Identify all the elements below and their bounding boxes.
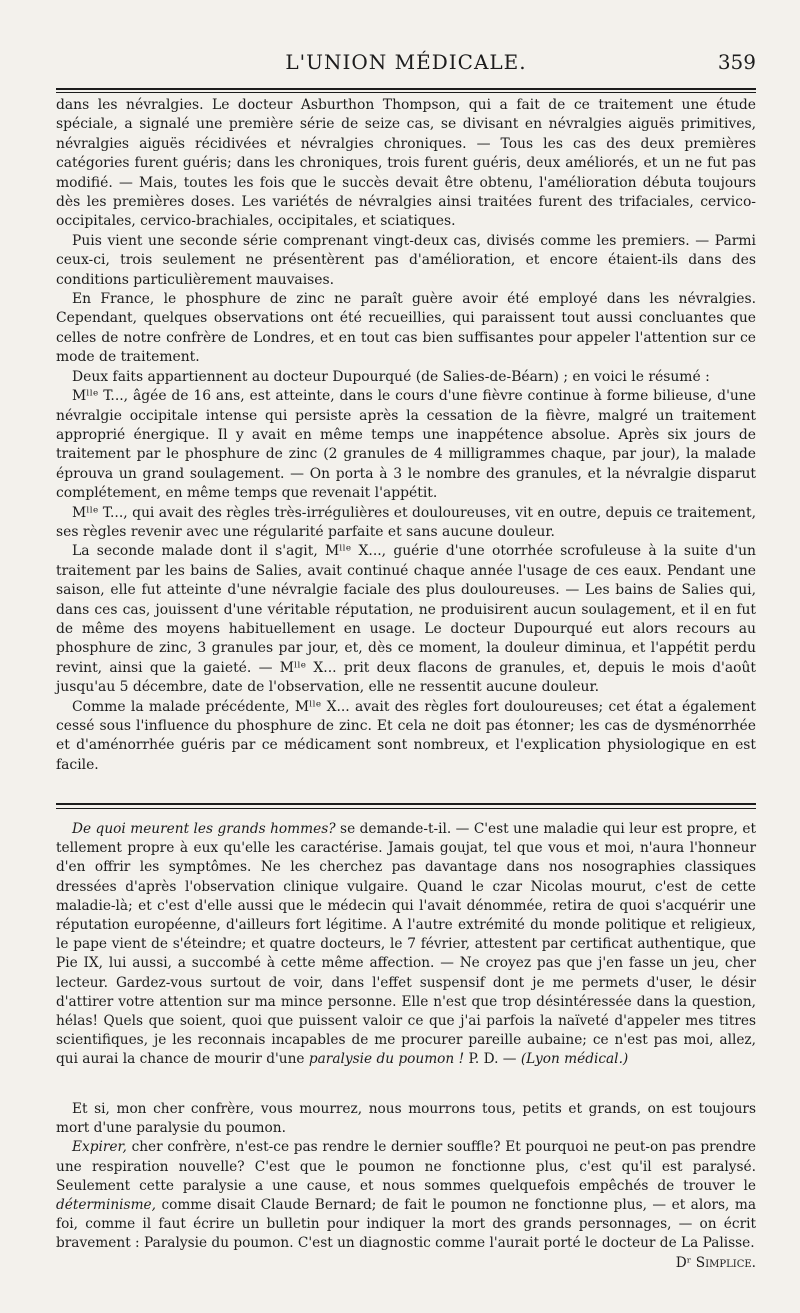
paragraph: La seconde malade dont il s'agit, Mˡˡᵉ X..., guérie d'une otorrhée scrofuleuse à la suite d'un traitement par les bains de Salies, avait continué chaque année l'usage de ces eaux. Pendant une saison, elle fut atteinte d'une névralgie faciale des plus douloureuses. — Les bains de Salies qui, dans ces cas, jouissent d'une véritable réputation, ne produisirent aucun soulagement, et il en fut de même des moyens habituellement en usage. Le docteur Dupourqué eut alors recours au phosphure de zinc, 3 granules par jour, et, dès ce moment, la douleur diminua, et l'appétit perdu revint, ainsi que la gaieté. — Mˡˡᵉ X... prit deux flacons de granules, et, depuis le mois d'août jusqu'au 5 décembre, date de l'observation, elle ne ressentit aucune douleur. bbox=[56, 543, 756, 696]
signature: Dʳ Simplice. bbox=[675, 1254, 756, 1271]
paragraph: dans les névralgies. Le docteur Asburthon Thompson, qui a fait de ce traitement une étude spéciale, a signalé une première série de seize cas, se divisant en névralgies aiguës primitives, névralgies aiguës récidivées et névralgies chroniques. — Tous les cas des deux premières catégories furent guéris; dans les chroniques, trois furent guéris, deux améliorés, et un ne fut pas modifié. — Mais, toutes les fois que le succès devait être obtenu, l'amélioration débuta toujours dès les premières doses. Les variétés de névralgies ainsi traitées furent des trifaciales, cervico-occipitales, cervico-brachiales, occipitales, et sciatiques. bbox=[56, 97, 756, 230]
author-initials: P. D. — bbox=[464, 1051, 521, 1068]
page-header bbox=[56, 50, 756, 80]
paragraph: Mˡˡᵉ T..., âgée de 16 ans, est atteinte, dans le cours d'une fièvre continue à forme bilieuse, d'une névralgie occipitale intense qui persiste après la cessation de la fièvre, malgré un traitement approprié énergique. Il y avait en même temps une inappétence absolue. Après six jours de traitement par le phosphure de zinc (2 granules de 4 milligrammes chaque, par jour), la malade éprouva un grand soulagement. — On porta à 3 le nombre des granules, et la névralgie disparut complétement, en même temps que revenait l'appétit. bbox=[56, 388, 756, 502]
lead-question: De quoi meurent les grands hommes? bbox=[72, 821, 336, 837]
header-rule-thin bbox=[56, 92, 756, 93]
article-reply bbox=[56, 1100, 756, 1273]
paragraph-body: cher confrère, n'est-ce pas rendre le dernier souffle? Et pourquoi ne peut-on pas prendre une respiration nouvelle? C'est que le poumon ne fonctionne plus, c'est qu'il est paralysé. Seulement cette paralysie a une cause, et nous sommes quelquefois empêchés de trouver le bbox=[56, 1139, 756, 1194]
running-title: L'UNION MÉDICALE. bbox=[285, 50, 527, 74]
source-citation: (Lyon médical.) bbox=[520, 1051, 629, 1068]
paragraph bbox=[56, 820, 756, 1070]
signature-line bbox=[56, 1254, 756, 1273]
header-rule bbox=[56, 88, 756, 90]
italic-term: déterminisme, bbox=[56, 1197, 157, 1214]
page-number: 359 bbox=[717, 50, 756, 74]
paragraph bbox=[56, 1138, 756, 1253]
section-divider-thin bbox=[56, 808, 756, 809]
article-great-men bbox=[56, 820, 756, 1070]
paragraph: En France, le phosphure de zinc ne paraît guère avoir été employé dans les névralgies. Cependant, quelques observations ont été recueillies, qui paraissent tout aussi concluantes que celles de notre confrère de Londres, et en tout cas bien suffisantes pour appeler l'attention sur ce mode de traitement. bbox=[56, 291, 756, 366]
paragraph-body: comme disait Claude Bernard; de fait le poumon ne fonctionne plus, — et alors, ma foi, comme il faut écrire un bulletin pour indiquer la mort des grands personnages, — on écrit bravement : Paralysie du poumon. C'est un diagnostic comme l'aurait porté le docteur de La Palisse. bbox=[56, 1197, 756, 1252]
paragraph: Puis vient une seconde série comprenant vingt-deux cas, divisés comme les premiers. — Parmi ceux-ci, trois seulement ne présentèrent pas d'amélioration, et encore étaient-ils dans des conditions particulièrement mauvaises. bbox=[56, 232, 756, 288]
paragraph-body: se demande-t-il. — C'est une maladie qui leur est propre, et tellement propre à eux qu'elle les caractérise. Jamais goujat, tel que vous et moi, n'aura l'honneur d'en offrir les symptômes. Ne les cherchez pas davantage dans nos nosographies classiques dressées d'après l'observation clinique vulgaire. Quand le czar Nicolas mourut, c'est de cette maladie-là; et c'est d'elle aussi que le médecin qui l'avait dénommée, retira de quoi s'acquérir une réputation européenne, d'ailleurs fort légitime. A l'autre extrémité du monde politique et religieux, le pape vient de s'éteindre; et quatre docteurs, le 7 février, attestent par certificat authentique, que Pie IX, lui aussi, a succombé à cette même affection. — Ne croyez pas que j'en fasse un jeu, cher lecteur. Gardez-vous surtout de voir, dans l'effet suspensif dont je me permets d'user, le désir d'attirer votre attention sur ma mince personne. Elle n'est que trop désintéressée dans la question, hélas! Quels que soient, quoi que puissent valoir ce que j'ai parfois la naïveté d'appeler mes titres scientifiques, je les reconnais incapables de me procurer pareille aubaine; ce n'est pas moi, allez, qui aurai la chance de mourir d'une bbox=[56, 821, 756, 1068]
lead-word: Expirer, bbox=[72, 1139, 127, 1156]
italic-phrase: paralysie du poumon ! bbox=[308, 1051, 465, 1068]
section-divider bbox=[56, 803, 756, 805]
paragraph: Et si, mon cher confrère, vous mourrez, nous mourrons tous, petits et grands, on est toujours mort d'une paralysie du poumon. bbox=[56, 1101, 756, 1137]
paragraph: Comme la malade précédente, Mˡˡᵉ X... avait des règles fort douloureuses; cet état a également cessé sous l'influence du phosphure de zinc. Et cela ne doit pas étonner; les cas de dysménorrhée et d'aménorrhée guéris par ce médicament sont nombreux, et l'explication physiologique en est facile. bbox=[56, 698, 756, 773]
paragraph: Deux faits appartiennent au docteur Dupourqué (de Salies-de-Béarn) ; en voici le résumé : bbox=[72, 368, 710, 385]
article-neuralgia bbox=[56, 96, 756, 775]
paragraph: Mˡˡᵉ T..., qui avait des règles très-irrégulières et douloureuses, vit en outre, depuis ce traitement, ses règles revenir avec une régularité parfaite et sans aucune douleur. bbox=[56, 504, 756, 540]
